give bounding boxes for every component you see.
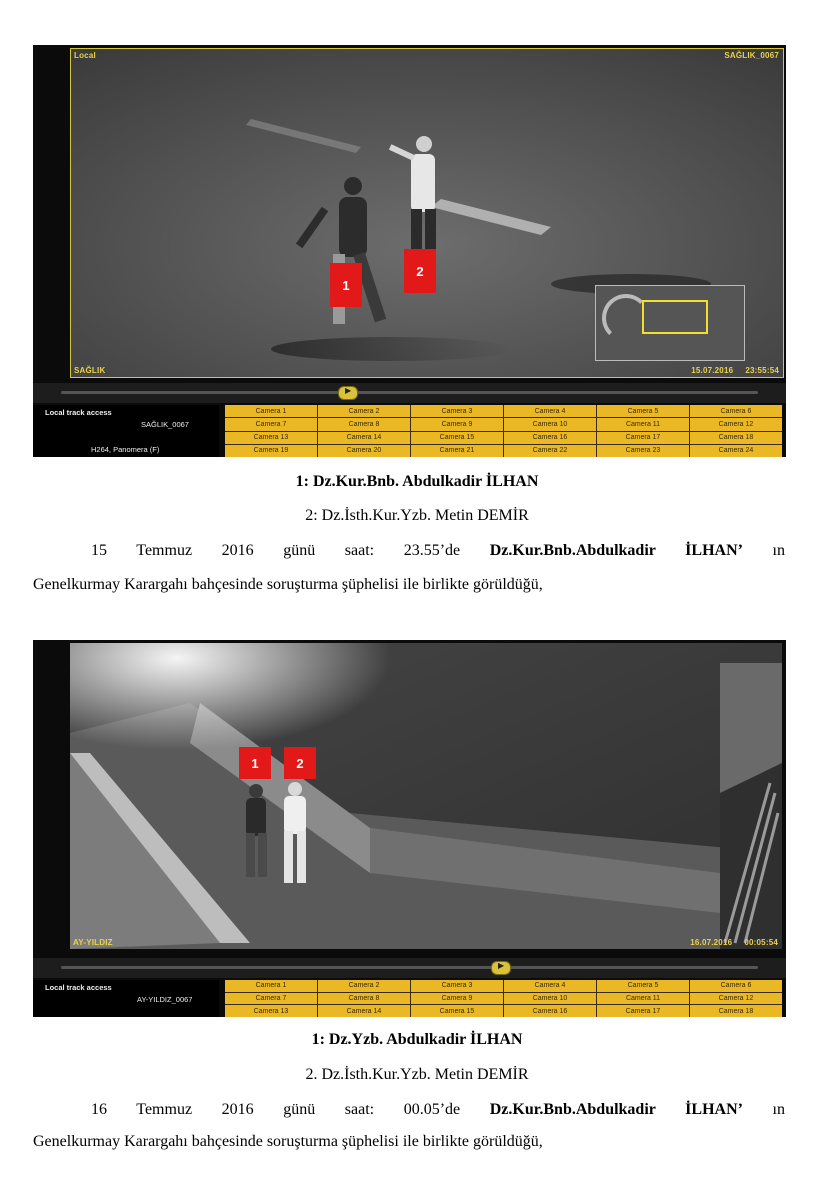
camera-button[interactable]: Camera 7 [225, 418, 317, 430]
paragraph-2-line-2: Genelkurmay Karargahı bahçesinde soruşturma şüphelisi ile birlikte görüldüğü, [33, 1133, 543, 1150]
night-scene-image [70, 643, 782, 949]
access-camera: SAĞLIK_0067 [141, 420, 189, 429]
camera-button[interactable]: Camera 18 [690, 1005, 782, 1017]
access-camera: AY-YILDIZ_0067 [137, 995, 193, 1004]
camera-button[interactable]: Camera 2 [318, 405, 410, 417]
camera-button[interactable]: Camera 8 [318, 418, 410, 430]
camera-button[interactable]: Camera 10 [504, 418, 596, 430]
camera-button[interactable]: Camera 21 [411, 445, 503, 457]
camera-button[interactable]: Camera 13 [225, 432, 317, 444]
camera-button[interactable]: Camera 19 [225, 445, 317, 457]
marker-1: 1 [330, 263, 362, 307]
access-title: Local track access [45, 408, 112, 417]
camera-button[interactable]: Camera 12 [690, 993, 782, 1005]
paragraph-1-line-2: Genelkurmay Karargahı bahçesinde soruşturma şüphelisi ile birlikte görüldüğü, [33, 576, 543, 593]
camera-button[interactable]: Camera 24 [690, 445, 782, 457]
access-title: Local track access [45, 983, 112, 992]
play-button[interactable] [491, 961, 511, 975]
camera-button[interactable]: Camera 6 [690, 980, 782, 992]
access-codec: H264, Panomera (F) [91, 445, 160, 454]
bottom-left-label: SAĞLIK [74, 366, 106, 375]
p1-name: Dz.Kur.Bnb.Abdulkadir İLHAN’ [489, 542, 743, 559]
p1-suffix: ın [742, 542, 785, 559]
camera-button[interactable]: Camera 17 [597, 432, 689, 444]
play-button[interactable] [338, 386, 358, 400]
camera-button[interactable]: Camera 14 [318, 1005, 410, 1017]
camera-button[interactable]: Camera 12 [690, 418, 782, 430]
camera-button[interactable]: Camera 10 [504, 993, 596, 1005]
paragraph-1-line-1 [33, 538, 785, 564]
camera-button[interactable]: Camera 9 [411, 418, 503, 430]
p2-text: 16 Temmuz 2016 günü saat: 00.05’de [91, 1101, 490, 1118]
camera-button[interactable]: Camera 1 [225, 980, 317, 992]
minimap-viewport [642, 300, 708, 334]
camera-button[interactable]: Camera 23 [597, 445, 689, 457]
camera-button[interactable]: Camera 4 [504, 405, 596, 417]
marker-2: 2 [404, 249, 436, 293]
timestamp: 16.07.2016 00:05:54 [690, 938, 778, 947]
minimap[interactable] [595, 285, 745, 361]
camera-button[interactable]: Camera 11 [597, 418, 689, 430]
camera-button[interactable]: Camera 20 [318, 445, 410, 457]
camera-button[interactable]: Camera 2 [318, 980, 410, 992]
camera-button[interactable]: Camera 15 [411, 1005, 503, 1017]
top-right-label: SAĞLIK_0067 [724, 51, 779, 60]
camera-button[interactable]: Camera 5 [597, 980, 689, 992]
caption-1-line-2: 2: Dz.İsth.Kur.Yzb. Metin DEMİR [305, 507, 529, 524]
paragraph-2-line-1 [33, 1097, 785, 1123]
camera-button[interactable]: Camera 15 [411, 432, 503, 444]
camera-button[interactable]: Camera 3 [411, 980, 503, 992]
p2-name: Dz.Kur.Bnb.Abdulkadir İLHAN’ [489, 1101, 743, 1118]
camera-button[interactable]: Camera 16 [504, 1005, 596, 1017]
camera-button[interactable]: Camera 1 [225, 405, 317, 417]
camera-grid [225, 405, 782, 457]
camera-button[interactable]: Camera 7 [225, 993, 317, 1005]
surveillance-panel-1 [33, 45, 786, 457]
camera-button[interactable]: Camera 3 [411, 405, 503, 417]
caption-2-line-2: 2. Dz.İsth.Kur.Yzb. Metin DEMİR [305, 1066, 529, 1083]
camera-button[interactable]: Camera 18 [690, 432, 782, 444]
camera-feed-1[interactable] [70, 48, 784, 378]
camera-button[interactable]: Camera 8 [318, 993, 410, 1005]
camera-button[interactable]: Camera 11 [597, 993, 689, 1005]
camera-button[interactable]: Camera 6 [690, 405, 782, 417]
timeline-scrubber[interactable] [33, 958, 786, 978]
camera-feed-2[interactable] [70, 643, 782, 949]
camera-grid [225, 980, 782, 1017]
camera-button[interactable]: Camera 4 [504, 980, 596, 992]
caption-2-line-1: 1: Dz.Yzb. Abdulkadir İLHAN [311, 1031, 523, 1048]
top-left-label: Local [74, 51, 96, 60]
camera-button[interactable]: Camera 14 [318, 432, 410, 444]
camera-button[interactable]: Camera 22 [504, 445, 596, 457]
camera-button[interactable]: Camera 16 [504, 432, 596, 444]
p1-text: 15 Temmuz 2016 günü saat: 23.55’de [91, 542, 490, 559]
marker-1: 1 [239, 747, 271, 779]
camera-button[interactable]: Camera 9 [411, 993, 503, 1005]
local-track-access [33, 405, 219, 457]
camera-button[interactable]: Camera 5 [597, 405, 689, 417]
camera-button[interactable]: Camera 17 [597, 1005, 689, 1017]
p2-suffix: ın [742, 1101, 785, 1118]
local-track-access [33, 980, 219, 1017]
surveillance-panel-2 [33, 640, 786, 1017]
caption-1-line-1: 1: Dz.Kur.Bnb. Abdulkadir İLHAN [295, 473, 539, 490]
bottom-left-label: AY-YILDIZ [73, 938, 113, 947]
marker-2: 2 [284, 747, 316, 779]
camera-button[interactable]: Camera 13 [225, 1005, 317, 1017]
timeline-scrubber[interactable] [33, 383, 786, 403]
timestamp: 15.07.2016 23:55:54 [691, 366, 779, 375]
